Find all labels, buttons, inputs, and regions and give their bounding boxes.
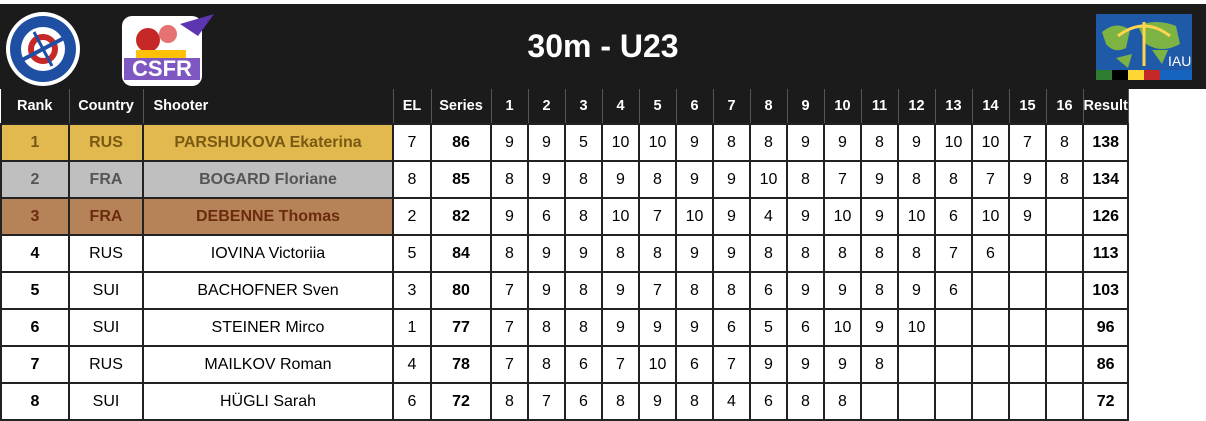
empty-shot-cell: [1046, 309, 1083, 346]
col-shot-12: 12: [898, 89, 935, 124]
shot-score-cell: 8: [491, 383, 528, 420]
shot-score-cell: 8: [676, 383, 713, 420]
shot-score-cell: 9: [713, 198, 750, 235]
shot-score-cell: 9: [861, 161, 898, 198]
result-cell: 72: [1083, 383, 1128, 420]
series-cell: 84: [431, 235, 491, 272]
table-row: [1, 383, 1128, 420]
country-cell: RUS: [69, 346, 143, 383]
shot-score-cell: 10: [639, 124, 676, 161]
shot-score-cell: 6: [972, 235, 1009, 272]
shot-score-cell: 8: [750, 124, 787, 161]
empty-shot-cell: [972, 383, 1009, 420]
empty-shot-cell: [972, 272, 1009, 309]
shot-score-cell: 8: [639, 161, 676, 198]
empty-shot-cell: [1046, 235, 1083, 272]
col-shot-16: 16: [1046, 89, 1083, 124]
shot-score-cell: 9: [676, 309, 713, 346]
col-shot-1: 1: [491, 89, 528, 124]
rank-cell: 7: [1, 346, 69, 383]
result-cell: 113: [1083, 235, 1128, 272]
shot-score-cell: 9: [824, 346, 861, 383]
shot-score-cell: 9: [750, 346, 787, 383]
col-shot-10: 10: [824, 89, 861, 124]
shot-score-cell: 9: [824, 124, 861, 161]
shot-score-cell: 9: [676, 235, 713, 272]
el-cell: 6: [393, 383, 431, 420]
table-row: [1, 309, 1128, 346]
shot-score-cell: 7: [935, 235, 972, 272]
el-cell: 5: [393, 235, 431, 272]
shot-score-cell: 6: [935, 272, 972, 309]
series-cell: 85: [431, 161, 491, 198]
el-cell: 1: [393, 309, 431, 346]
shot-score-cell: 9: [824, 272, 861, 309]
shot-score-cell: 9: [528, 235, 565, 272]
col-shot-4: 4: [602, 89, 639, 124]
shot-score-cell: 6: [787, 309, 824, 346]
col-shot-3: 3: [565, 89, 602, 124]
shot-score-cell: 6: [750, 272, 787, 309]
shot-score-cell: 9: [787, 124, 824, 161]
el-cell: 3: [393, 272, 431, 309]
table-row: [1, 346, 1128, 383]
result-cell: 103: [1083, 272, 1128, 309]
shot-score-cell: 10: [602, 124, 639, 161]
shot-score-cell: 8: [787, 161, 824, 198]
shot-score-cell: 10: [824, 198, 861, 235]
shot-score-cell: 6: [750, 383, 787, 420]
shot-score-cell: 8: [639, 235, 676, 272]
country-cell: RUS: [69, 235, 143, 272]
empty-shot-cell: [1009, 383, 1046, 420]
shot-score-cell: 7: [639, 198, 676, 235]
shot-score-cell: 9: [898, 272, 935, 309]
shot-score-cell: 9: [1009, 161, 1046, 198]
shot-score-cell: 9: [787, 198, 824, 235]
shot-score-cell: 9: [602, 309, 639, 346]
shot-score-cell: 8: [824, 383, 861, 420]
shot-score-cell: 8: [898, 161, 935, 198]
shot-score-cell: 8: [787, 383, 824, 420]
col-shot-7: 7: [713, 89, 750, 124]
shot-score-cell: 7: [824, 161, 861, 198]
shot-score-cell: 6: [713, 309, 750, 346]
shot-score-cell: 8: [713, 272, 750, 309]
shot-score-cell: 10: [972, 198, 1009, 235]
shot-score-cell: 10: [602, 198, 639, 235]
shot-score-cell: 8: [491, 235, 528, 272]
shot-score-cell: 9: [861, 309, 898, 346]
shot-score-cell: 8: [713, 124, 750, 161]
result-cell: 96: [1083, 309, 1128, 346]
shooter-name-cell: IOVINA Victoriia: [143, 235, 393, 272]
csfr-logo-text: CSFR: [132, 56, 192, 81]
shot-score-cell: 6: [935, 198, 972, 235]
table-row: [1, 198, 1128, 235]
empty-shot-cell: [898, 346, 935, 383]
series-cell: 77: [431, 309, 491, 346]
series-cell: 80: [431, 272, 491, 309]
shot-score-cell: 10: [639, 346, 676, 383]
country-cell: SUI: [69, 272, 143, 309]
shot-score-cell: 6: [528, 198, 565, 235]
shot-score-cell: 9: [676, 161, 713, 198]
shot-score-cell: 8: [824, 235, 861, 272]
shooter-name-cell: BOGARD Floriane: [143, 161, 393, 198]
empty-shot-cell: [1046, 346, 1083, 383]
shot-score-cell: 7: [1009, 124, 1046, 161]
empty-shot-cell: [1009, 235, 1046, 272]
shot-score-cell: 10: [824, 309, 861, 346]
empty-shot-cell: [1046, 383, 1083, 420]
empty-shot-cell: [935, 309, 972, 346]
shot-score-cell: 9: [1009, 198, 1046, 235]
result-cell: 86: [1083, 346, 1128, 383]
shot-score-cell: 8: [898, 235, 935, 272]
table-row: [1, 124, 1128, 161]
empty-shot-cell: [898, 383, 935, 420]
rank-cell: 2: [1, 161, 69, 198]
country-cell: FRA: [69, 161, 143, 198]
col-shot-2: 2: [528, 89, 565, 124]
shot-score-cell: 7: [639, 272, 676, 309]
rank-cell: 5: [1, 272, 69, 309]
shot-score-cell: 8: [861, 124, 898, 161]
rank-cell: 4: [1, 235, 69, 272]
shot-score-cell: 8: [861, 272, 898, 309]
col-shot-11: 11: [861, 89, 898, 124]
shot-score-cell: 9: [639, 383, 676, 420]
shot-score-cell: 8: [1046, 124, 1083, 161]
shot-score-cell: 9: [528, 272, 565, 309]
shot-score-cell: 8: [491, 161, 528, 198]
shot-score-cell: 4: [750, 198, 787, 235]
series-cell: 86: [431, 124, 491, 161]
shot-score-cell: 7: [528, 383, 565, 420]
shot-score-cell: 8: [565, 161, 602, 198]
shot-score-cell: 8: [676, 272, 713, 309]
shot-score-cell: 9: [528, 124, 565, 161]
shot-score-cell: 7: [602, 346, 639, 383]
col-series: Series: [431, 89, 491, 124]
col-shot-9: 9: [787, 89, 824, 124]
shot-score-cell: 10: [935, 124, 972, 161]
shot-score-cell: 9: [528, 161, 565, 198]
shot-score-cell: 8: [787, 235, 824, 272]
el-cell: 8: [393, 161, 431, 198]
el-cell: 2: [393, 198, 431, 235]
shot-score-cell: 4: [713, 383, 750, 420]
shot-score-cell: 9: [713, 161, 750, 198]
shot-score-cell: 6: [676, 346, 713, 383]
results-body: [1, 124, 1128, 420]
shot-score-cell: 7: [491, 346, 528, 383]
shot-score-cell: 5: [750, 309, 787, 346]
shot-score-cell: 8: [602, 235, 639, 272]
shot-score-cell: 7: [491, 272, 528, 309]
shooter-name-cell: DEBENNE Thomas: [143, 198, 393, 235]
shot-score-cell: 10: [750, 161, 787, 198]
rank-cell: 3: [1, 198, 69, 235]
col-shot-14: 14: [972, 89, 1009, 124]
result-cell: 126: [1083, 198, 1128, 235]
shot-score-cell: 7: [491, 309, 528, 346]
shot-score-cell: 10: [676, 198, 713, 235]
shot-score-cell: 8: [565, 272, 602, 309]
shot-score-cell: 8: [565, 198, 602, 235]
shot-score-cell: 8: [528, 346, 565, 383]
country-cell: SUI: [69, 309, 143, 346]
empty-shot-cell: [1009, 272, 1046, 309]
rank-cell: 8: [1, 383, 69, 420]
empty-shot-cell: [1046, 198, 1083, 235]
col-country: Country: [69, 89, 143, 124]
shot-score-cell: 6: [565, 383, 602, 420]
country-cell: SUI: [69, 383, 143, 420]
col-result: Result: [1083, 89, 1128, 124]
result-cell: 134: [1083, 161, 1128, 198]
el-cell: 7: [393, 124, 431, 161]
col-el: EL: [393, 89, 431, 124]
col-shot-8: 8: [750, 89, 787, 124]
shot-score-cell: 9: [602, 272, 639, 309]
el-cell: 4: [393, 346, 431, 383]
shot-score-cell: 9: [491, 198, 528, 235]
board-header: [0, 4, 1206, 89]
shot-score-cell: 5: [565, 124, 602, 161]
shot-score-cell: 9: [898, 124, 935, 161]
empty-shot-cell: [935, 383, 972, 420]
shot-score-cell: 9: [565, 235, 602, 272]
empty-shot-cell: [1046, 272, 1083, 309]
shot-score-cell: 9: [676, 124, 713, 161]
col-rank: Rank: [1, 89, 69, 124]
shot-score-cell: 8: [861, 235, 898, 272]
col-shot-6: 6: [676, 89, 713, 124]
series-cell: 82: [431, 198, 491, 235]
shot-score-cell: 9: [491, 124, 528, 161]
shooter-name-cell: MAILKOV Roman: [143, 346, 393, 383]
results-table: [0, 89, 1129, 421]
series-cell: 72: [431, 383, 491, 420]
country-cell: FRA: [69, 198, 143, 235]
shot-score-cell: 8: [565, 309, 602, 346]
col-shot-13: 13: [935, 89, 972, 124]
empty-shot-cell: [935, 346, 972, 383]
iau-logo-text: IAU: [1168, 53, 1192, 69]
shot-score-cell: 8: [935, 161, 972, 198]
shot-score-cell: 9: [713, 235, 750, 272]
shooter-name-cell: STEINER Mirco: [143, 309, 393, 346]
page-title: 30m - U23: [527, 28, 679, 64]
shot-score-cell: 8: [750, 235, 787, 272]
table-row: [1, 235, 1128, 272]
shot-score-cell: 10: [972, 124, 1009, 161]
col-shot-15: 15: [1009, 89, 1046, 124]
empty-shot-cell: [1009, 346, 1046, 383]
shooter-name-cell: BACHOFNER Sven: [143, 272, 393, 309]
empty-shot-cell: [972, 309, 1009, 346]
result-cell: 138: [1083, 124, 1128, 161]
shot-score-cell: 6: [565, 346, 602, 383]
shot-score-cell: 8: [861, 346, 898, 383]
series-cell: 78: [431, 346, 491, 383]
country-cell: RUS: [69, 124, 143, 161]
shooter-name-cell: PARSHUKOVA Ekaterina: [143, 124, 393, 161]
shooter-name-cell: HÜGLI Sarah: [143, 383, 393, 420]
shot-score-cell: 8: [602, 383, 639, 420]
table-row: [1, 161, 1128, 198]
shot-score-cell: 9: [861, 198, 898, 235]
col-shot-5: 5: [639, 89, 676, 124]
shot-score-cell: 9: [639, 309, 676, 346]
header-row: [1, 89, 1128, 124]
iau-logo-icon: [1096, 14, 1192, 80]
col-shooter: Shooter: [143, 89, 393, 124]
shot-score-cell: 7: [972, 161, 1009, 198]
shot-score-cell: 10: [898, 309, 935, 346]
rank-cell: 6: [1, 309, 69, 346]
empty-shot-cell: [1009, 309, 1046, 346]
rank-cell: 1: [1, 124, 69, 161]
shot-score-cell: 7: [713, 346, 750, 383]
shot-score-cell: 8: [528, 309, 565, 346]
shot-score-cell: 9: [787, 272, 824, 309]
shot-score-cell: 9: [602, 161, 639, 198]
shot-score-cell: 9: [787, 346, 824, 383]
shot-score-cell: 8: [1046, 161, 1083, 198]
shot-score-cell: 10: [898, 198, 935, 235]
empty-shot-cell: [972, 346, 1009, 383]
empty-shot-cell: [861, 383, 898, 420]
table-row: [1, 272, 1128, 309]
